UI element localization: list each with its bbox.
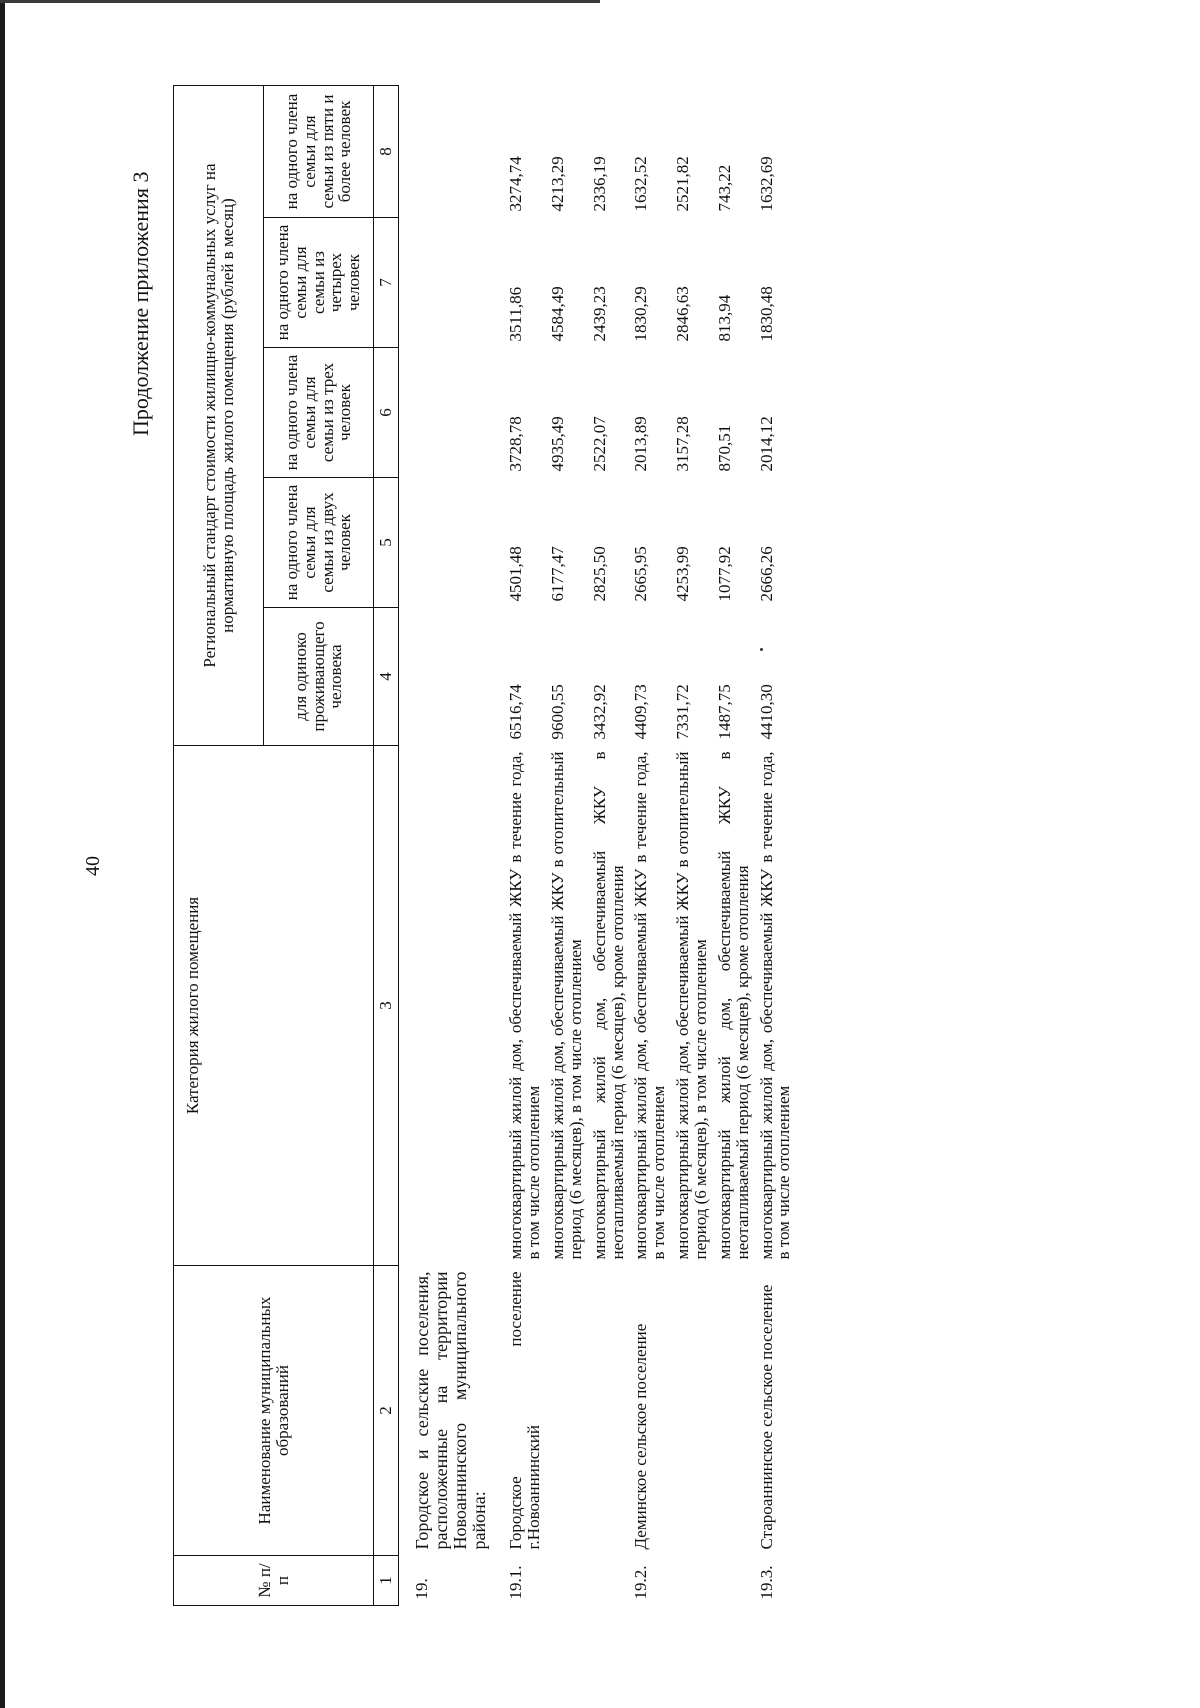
row-category: многоквартирный жилой дом, обеспечиваемый ЖКУ в отопительный период (6 месяцев), в том числе отоплением	[548, 751, 585, 1260]
header-sub-1: для одиноко проживающего человека	[264, 608, 374, 746]
col-number: 4	[374, 608, 399, 746]
scan-edge	[0, 0, 5, 1708]
table-row	[755, 86, 797, 1606]
value-five: 2336,19	[589, 156, 609, 212]
value-four: 813,94	[714, 294, 734, 342]
row-category: многоквартирный жилой дом, обеспечиваемый ЖКУ в течение года, в том числе отоплением	[631, 751, 669, 1260]
table-row	[504, 86, 546, 1606]
value-single: 3432,92	[589, 684, 609, 740]
value-two: 4501,48	[506, 546, 526, 602]
row-name: Деминское сельское поселение	[631, 1323, 651, 1550]
value-two: 1077,92	[714, 546, 734, 602]
header-name: Наименование муниципальных образований	[174, 1266, 374, 1556]
header-sub-5: на одного члена семьи для семьи из пяти и более человек	[264, 86, 374, 218]
table-row	[588, 86, 630, 1606]
scan-edge-top	[0, 0, 600, 3]
row-name: Староаннинское сельское поселение	[756, 1284, 776, 1550]
appendix-note: Продолжение приложения 3	[128, 171, 153, 436]
row-category: многоквартирный жилой дом, обеспечиваемый ЖКУ в неотапливаемый период (6 месяцев), кроме отопления	[589, 751, 627, 1260]
value-two: 2666,26	[756, 546, 776, 602]
value-single: 4409,73	[631, 684, 651, 740]
value-single: 7331,72	[673, 684, 693, 740]
value-three: 870,51	[714, 424, 734, 472]
header-sub-3: на одного члена семьи для семьи из трех человек	[264, 348, 374, 478]
row-name	[671, 1266, 713, 1556]
row-category: многоквартирный жилой дом, обеспечиваемый ЖКУ в отопительный период (6 месяцев), в том числе отоплением	[673, 751, 710, 1260]
row-num	[588, 1556, 630, 1606]
col-number: 2	[374, 1266, 399, 1556]
standards-table	[173, 85, 796, 1606]
value-two: 2665,95	[631, 546, 651, 602]
section-row	[398, 86, 504, 1606]
value-four: 2439,23	[589, 286, 609, 342]
row-num: 19.2.	[631, 1565, 651, 1600]
row-num	[671, 1556, 713, 1606]
col-number: 8	[374, 86, 399, 218]
value-single: 1487,75	[714, 684, 734, 740]
value-three: 3157,28	[673, 416, 693, 472]
table-row	[671, 86, 713, 1606]
value-five: 4213,29	[548, 156, 568, 212]
table-row	[713, 86, 755, 1606]
col-number: 5	[374, 478, 399, 608]
table-row	[546, 86, 588, 1606]
row-category: многоквартирный жилой дом, обеспечиваемый ЖКУ в неотапливаемый период (6 месяцев), кроме отопления	[714, 751, 752, 1260]
row-name	[546, 1266, 588, 1556]
value-five: 743,22	[714, 164, 734, 212]
header-standard-group: Региональный стандарт стоимости жилищно-коммунальных услуг на нормативную площадь жилого помещения (рублей в месяц)	[174, 86, 264, 746]
value-three: 2013,89	[631, 416, 651, 472]
value-four: 2846,63	[673, 286, 693, 342]
value-three: 4935,49	[548, 416, 568, 472]
value-two: 4253,99	[673, 546, 693, 602]
value-four: 1830,48	[756, 286, 776, 342]
col-number: 3	[374, 746, 399, 1266]
table-row	[629, 86, 671, 1606]
header-num: № п/п	[174, 1556, 374, 1606]
value-five: 2521,82	[673, 156, 693, 212]
rotated-page	[10, 56, 1160, 1636]
value-single: 4410,30	[756, 684, 776, 740]
header-sub-4: на одного члена семьи для семьи из четырех человек	[264, 218, 374, 348]
value-single: 9600,55	[548, 684, 568, 740]
header-sub-2: на одного члена семьи для семьи из двух человек	[264, 478, 374, 608]
value-four: 4584,49	[548, 286, 568, 342]
row-name: Городское поселение г.Новоаннинский	[506, 1271, 544, 1550]
row-num	[546, 1556, 588, 1606]
value-five: 1632,69	[756, 156, 776, 212]
section-name: Городское и сельские поселения, расположенные на территории Новоаннинского муниципального района:	[411, 1271, 489, 1550]
value-five: 1632,52	[631, 156, 651, 212]
value-four: 3511,86	[506, 286, 526, 342]
page-number: 40	[82, 856, 104, 876]
row-num	[713, 1556, 755, 1606]
row-category: многоквартирный жилой дом, обеспечиваемый ЖКУ в течение года, в том числе отоплением	[506, 751, 544, 1260]
section-num: 19.	[411, 1578, 431, 1600]
col-number: 7	[374, 218, 399, 348]
row-num: 19.3.	[756, 1565, 776, 1600]
value-single: 6516,74	[506, 684, 526, 740]
value-two: 6177,47	[548, 546, 568, 602]
row-num: 19.1.	[506, 1565, 526, 1600]
value-three: 2522,07	[589, 416, 609, 472]
value-four: 1830,29	[631, 286, 651, 342]
row-name	[713, 1266, 755, 1556]
col-number: 1	[374, 1556, 399, 1606]
row-category: многоквартирный жилой дом, обеспечиваемый ЖКУ в течение года, в том числе отоплением	[756, 751, 794, 1260]
value-two: 2825,50	[589, 546, 609, 602]
header-category: Категория жилого помещения	[174, 746, 374, 1266]
col-number: 6	[374, 348, 399, 478]
value-five: 3274,74	[506, 156, 526, 212]
value-three: 2014,12	[756, 416, 776, 472]
value-three: 3728,78	[506, 416, 526, 472]
row-name	[588, 1266, 630, 1556]
